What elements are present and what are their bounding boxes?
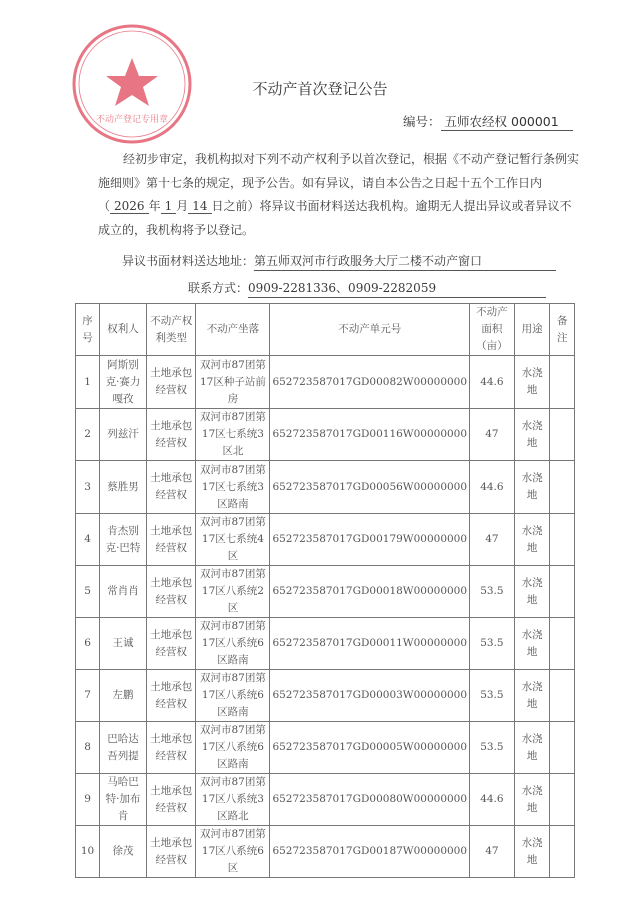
- location: 双河市87团第17区七系统3区路南: [196, 461, 270, 514]
- table-row: [76, 356, 575, 409]
- unit-number: 652723587017GD00116W00000000: [270, 409, 470, 461]
- owner-name: 肯杰别克·巴特: [100, 514, 147, 566]
- contact-line: [188, 279, 575, 298]
- usage: 水浇地: [514, 774, 550, 826]
- unit-number: 652723587017GD00005W00000000: [270, 722, 470, 774]
- right-type: 土地承包经营权: [146, 566, 195, 618]
- usage: 水浇地: [514, 722, 550, 774]
- page-title: 不动产首次登记公告: [252, 80, 388, 98]
- usage: 水浇地: [514, 461, 550, 514]
- table-row: [76, 826, 575, 878]
- location: 双河市87团第17区种子站前房: [196, 356, 270, 409]
- address-line: [122, 252, 575, 271]
- remarks: [550, 826, 575, 878]
- header-area: 不动产面积（亩）: [470, 304, 515, 356]
- unit-number: 652723587017GD00003W00000000: [270, 670, 470, 722]
- right-type: 土地承包经营权: [146, 514, 195, 566]
- area: 44.6: [470, 356, 515, 409]
- usage: 水浇地: [514, 618, 550, 670]
- right-type: 土地承包经营权: [146, 461, 195, 514]
- year-label: 年: [148, 199, 161, 213]
- right-type: 土地承包经营权: [146, 774, 195, 826]
- usage: 水浇地: [514, 826, 550, 878]
- table-row: [76, 566, 575, 618]
- area: 47: [470, 409, 515, 461]
- row-index: 8: [76, 722, 100, 774]
- area: 53.5: [470, 670, 515, 722]
- remarks: [550, 774, 575, 826]
- unit-number: 652723587017GD00179W00000000: [270, 514, 470, 566]
- table-row: [76, 514, 575, 566]
- area: 53.5: [470, 566, 515, 618]
- header-index: 序号: [76, 304, 100, 356]
- content-flow: [75, 148, 580, 878]
- owner-name: 徐茂: [100, 826, 147, 878]
- area: 47: [470, 826, 515, 878]
- right-type: 土地承包经营权: [146, 826, 195, 878]
- usage: 水浇地: [514, 670, 550, 722]
- deadline-year: 2026: [110, 199, 149, 214]
- official-seal: [62, 24, 202, 144]
- location: 双河市87团第17区八系统6区路南: [196, 670, 270, 722]
- unit-number: 652723587017GD00080W00000000: [270, 774, 470, 826]
- owner-name: 王诚: [100, 618, 147, 670]
- owner-name: 蔡胜男: [100, 461, 147, 514]
- remarks: [550, 566, 575, 618]
- deadline-month: 1: [161, 199, 177, 214]
- usage: 水浇地: [514, 514, 550, 566]
- row-index: 6: [76, 618, 100, 670]
- location: 双河市87团第17区八系统2区: [196, 566, 270, 618]
- right-type: 土地承包经营权: [146, 618, 195, 670]
- remarks: [550, 356, 575, 409]
- right-type: 土地承包经营权: [146, 670, 195, 722]
- header-remarks: 备注: [550, 304, 575, 356]
- area: 53.5: [470, 618, 515, 670]
- row-index: 4: [76, 514, 100, 566]
- right-type: 土地承包经营权: [146, 356, 195, 409]
- row-index: 2: [76, 409, 100, 461]
- area: 53.5: [470, 722, 515, 774]
- header-owner: 权利人: [100, 304, 147, 356]
- table-row: [76, 461, 575, 514]
- location: 双河市87团第17区八系统6区: [196, 826, 270, 878]
- owner-name: 左鹏: [100, 670, 147, 722]
- table-header-row: [76, 304, 575, 356]
- row-index: 10: [76, 826, 100, 878]
- deadline-day: 14: [188, 199, 211, 214]
- table-row: [76, 722, 575, 774]
- document-number: [403, 112, 573, 131]
- remarks: [550, 514, 575, 566]
- registration-table: [75, 303, 575, 878]
- header-right-type: 不动产权利类型: [146, 304, 195, 356]
- unit-number: 652723587017GD00011W00000000: [270, 618, 470, 670]
- header-usage: 用途: [514, 304, 550, 356]
- right-type: 土地承包经营权: [146, 722, 195, 774]
- remarks: [550, 461, 575, 514]
- location: 双河市87团第17区七系统4区: [196, 514, 270, 566]
- location: 双河市87团第17区七系统3区北: [196, 409, 270, 461]
- owner-name: 常肖肖: [100, 566, 147, 618]
- owner-name: 巴哈达吾列提: [100, 722, 147, 774]
- notice-paragraph: [98, 148, 583, 242]
- table-row: [76, 670, 575, 722]
- document-number-label: 编号：: [403, 114, 441, 129]
- remarks: [550, 722, 575, 774]
- unit-number: 652723587017GD00082W00000000: [270, 356, 470, 409]
- unit-number: 652723587017GD00056W00000000: [270, 461, 470, 514]
- row-index: 5: [76, 566, 100, 618]
- owner-name: 阿斯别克·赛力嘎孜: [100, 356, 147, 409]
- row-index: 9: [76, 774, 100, 826]
- unit-number: 652723587017GD00187W00000000: [270, 826, 470, 878]
- contact-value: 0909-2281336、0909-2282059: [248, 279, 546, 298]
- location: 双河市87团第17区八系统6区路南: [196, 722, 270, 774]
- usage: 水浇地: [514, 409, 550, 461]
- table-row: [76, 409, 575, 461]
- address-value: 第五师双河市行政服务大厅二楼不动产窗口: [254, 252, 556, 271]
- location: 双河市87团第17区八系统6区路南: [196, 618, 270, 670]
- area: 44.6: [470, 461, 515, 514]
- usage: 水浇地: [514, 356, 550, 409]
- area: 47: [470, 514, 515, 566]
- row-index: 3: [76, 461, 100, 514]
- location: 双河市87团第17区八系统3区路北: [196, 774, 270, 826]
- usage: 水浇地: [514, 566, 550, 618]
- owner-name: 列兹汗: [100, 409, 147, 461]
- remarks: [550, 670, 575, 722]
- month-label: 月: [176, 199, 189, 213]
- remarks: [550, 618, 575, 670]
- contact-label: 联系方式：: [188, 281, 249, 295]
- header-location: 不动产坐落: [196, 304, 270, 356]
- table-row: [76, 774, 575, 826]
- remarks: [550, 409, 575, 461]
- notice-text-end: 日之前）将异议书面材料送达我机构。逾期无人提出异议或者异议不成立的，我机构将予以登记。: [98, 199, 572, 237]
- address-label: 异议书面材料送达地址：: [122, 254, 255, 268]
- area: 44.6: [470, 774, 515, 826]
- owner-name: 马哈巴特·加布肯: [100, 774, 147, 826]
- unit-number: 652723587017GD00018W00000000: [270, 566, 470, 618]
- row-index: 1: [76, 356, 100, 409]
- document-number-value: 五师农经权 000001: [441, 112, 573, 131]
- table-row: [76, 618, 575, 670]
- right-type: 土地承包经营权: [146, 409, 195, 461]
- svg-text:不动产登记专用章: 不动产登记专用章: [95, 115, 169, 125]
- header-unit-number: 不动产单元号: [270, 304, 470, 356]
- notice-text: 经初步审定，我机构拟对下列不动产权利予以首次登记，根据《不动产登记暂行条例实施细则》第十七条的规定，现予公告。如有异议，请自本公告之日起十五个工作日内（: [98, 152, 580, 213]
- row-index: 7: [76, 670, 100, 722]
